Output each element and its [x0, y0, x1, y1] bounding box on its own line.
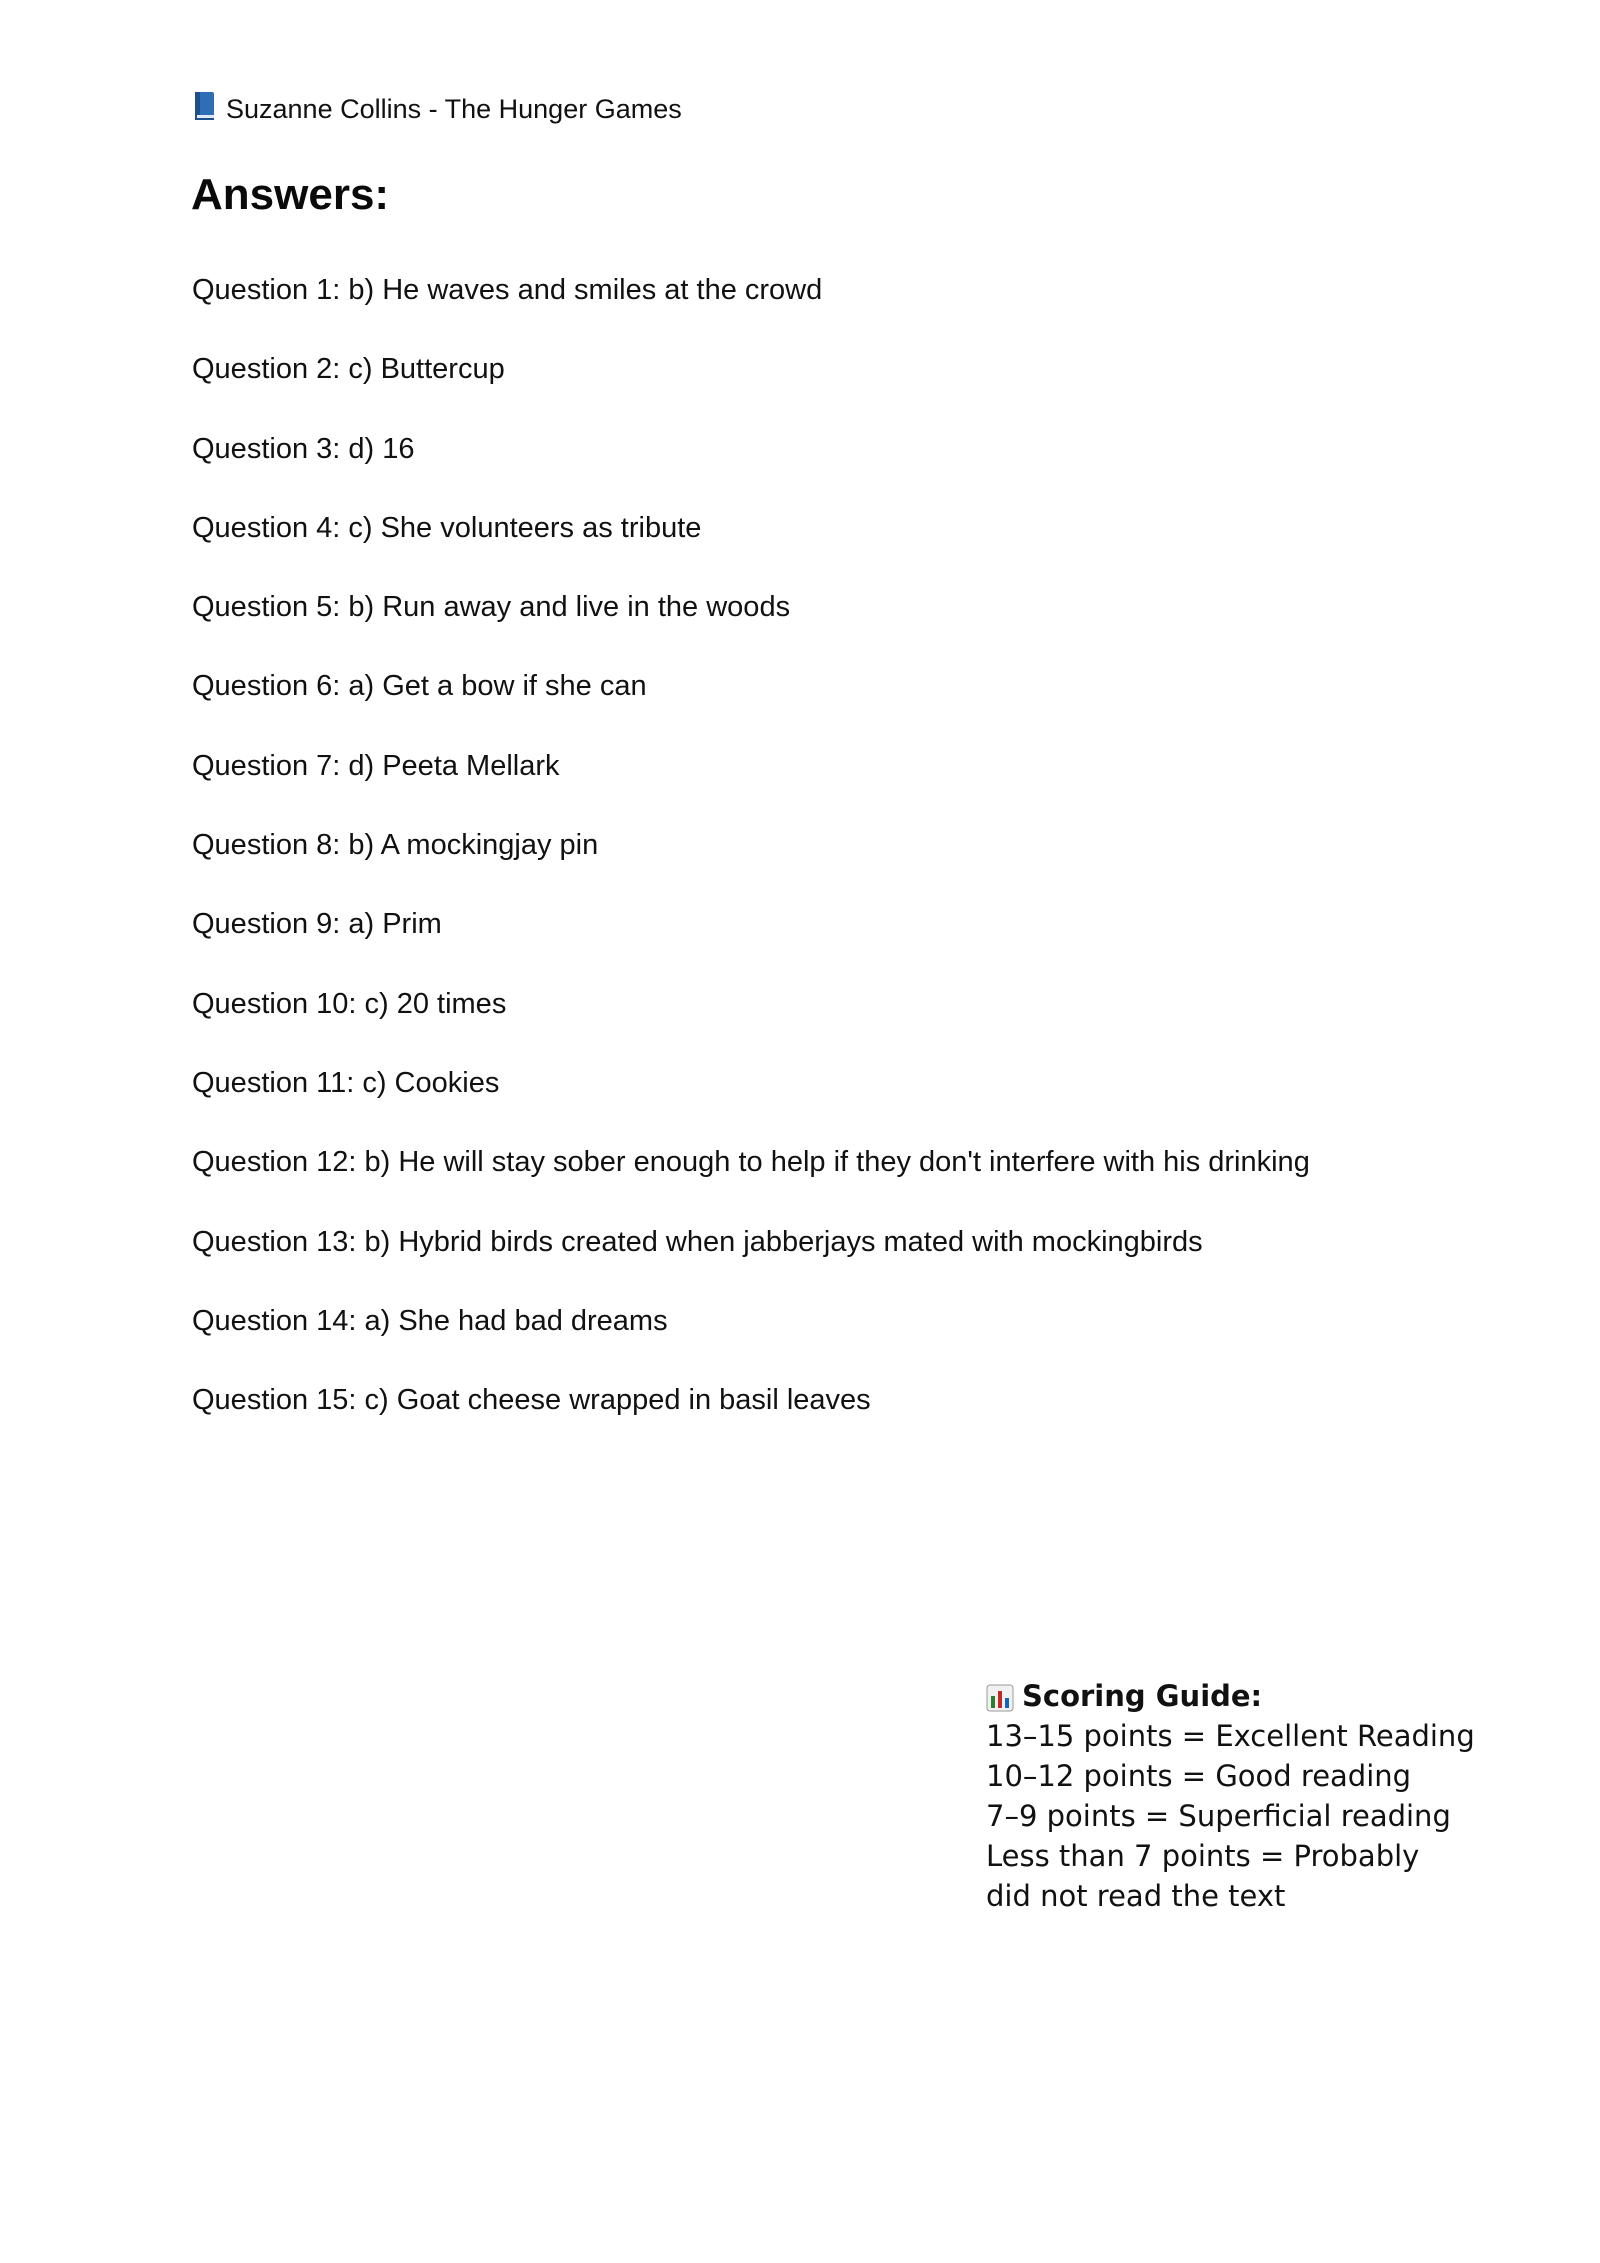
document-header	[192, 94, 682, 125]
header-text: Suzanne Collins - The Hunger Games	[226, 94, 682, 124]
answer-item: Question 12: b) He will stay sober enough to help if they don't interfere with his drinking	[192, 1146, 1310, 1179]
answer-item: Question 6: a) Get a bow if she can	[192, 670, 647, 703]
answer-item: Question 14: a) She had bad dreams	[192, 1304, 668, 1337]
answer-item: Question 9: a) Prim	[192, 908, 442, 941]
bar-chart-icon	[986, 1682, 1014, 1710]
answer-item: Question 2: c) Buttercup	[192, 353, 505, 386]
answer-item: Question 3: d) 16	[192, 432, 415, 465]
answer-item: Question 13: b) Hybrid birds created when jabberjays mated with mockingbirds	[192, 1225, 1203, 1258]
answer-item: Question 1: b) He waves and smiles at the crowd	[192, 274, 823, 306]
answer-item: Question 11: c) Cookies	[192, 1066, 500, 1099]
answer-item: Question 15: c) Goat cheese wrapped in basil leaves	[192, 1384, 871, 1417]
scoring-line: 10–12 points = Good reading	[986, 1759, 1412, 1793]
scoring-line: Less than 7 points = Probably did not read the text	[986, 1839, 1420, 1913]
answer-item: Question 5: b) Run away and live in the woods	[192, 591, 791, 624]
answer-item: Question 7: d) Peeta Mellark	[192, 749, 560, 782]
page-title: Answers:	[191, 170, 390, 219]
scoring-heading-text: Scoring Guide:	[1022, 1679, 1263, 1713]
answer-item: Question 10: c) 20 times	[192, 987, 507, 1020]
scoring-line: 13–15 points = Excellent Reading	[986, 1719, 1475, 1753]
answer-item: Question 8: b) A mockingjay pin	[192, 829, 599, 862]
scoring-guide	[986, 1676, 1486, 1916]
answer-item: Question 4: c) She volunteers as tribute	[192, 511, 702, 544]
scoring-guide-heading	[986, 1676, 1486, 1716]
book-icon	[192, 91, 216, 121]
answer-list	[192, 270, 1492, 1459]
scoring-line: 7–9 points = Superficial reading	[986, 1799, 1451, 1833]
